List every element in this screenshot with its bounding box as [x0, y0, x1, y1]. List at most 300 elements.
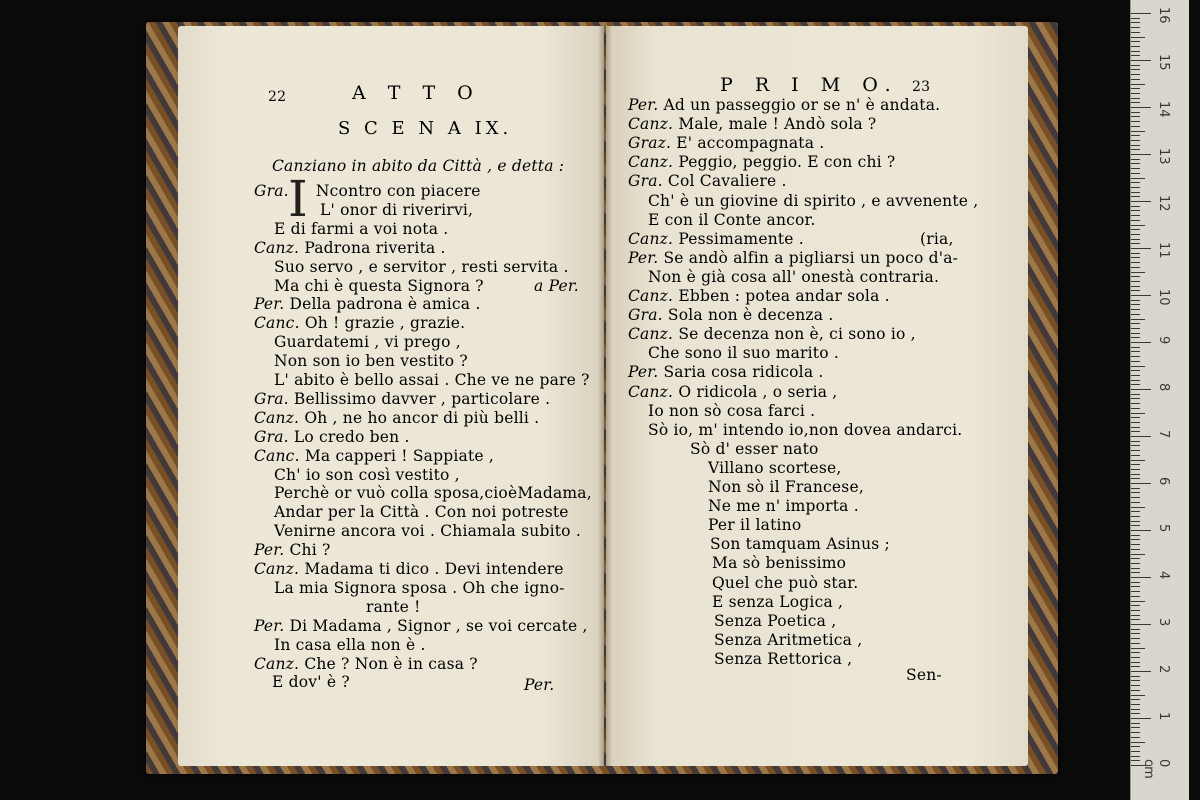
text-line: [628, 172, 787, 190]
ruler-tick: [1131, 201, 1151, 202]
text-line: [274, 258, 569, 276]
ruler-minor-tick: [1131, 351, 1140, 352]
text-line: [274, 522, 581, 540]
ruler-minor-tick: [1131, 41, 1140, 42]
ruler-minor-tick: [1131, 676, 1140, 677]
text-line: [628, 325, 916, 343]
ruler-minor-tick: [1131, 314, 1140, 315]
ruler-minor-tick: [1131, 704, 1140, 705]
text-line: [274, 579, 565, 597]
verse-text: Quel che può star.: [712, 573, 859, 592]
ruler-minor-tick: [1131, 431, 1140, 432]
ruler-minor-tick: [1131, 370, 1140, 371]
verse-text: Villano scortese,: [708, 458, 842, 477]
ruler-minor-tick: [1131, 474, 1140, 475]
ruler-minor-tick: [1131, 615, 1140, 616]
ruler-label: 2: [1156, 665, 1171, 674]
text-line: [254, 409, 539, 427]
left-running-head: A T T O: [352, 82, 481, 104]
scene-title: S C E N A IX.: [338, 118, 513, 139]
verse-text: Venirne ancora voi . Chiamala subito .: [274, 522, 581, 541]
text-line: [254, 447, 494, 465]
verse-text: Senza Rettorica ,: [714, 649, 853, 668]
ruler-minor-tick: [1131, 441, 1140, 442]
ruler-minor-tick: [1131, 699, 1140, 700]
ruler-minor-tick: [1131, 168, 1140, 169]
ruler-minor-tick: [1131, 257, 1140, 258]
text-line: [254, 182, 481, 200]
ruler-minor-tick: [1131, 55, 1140, 56]
ruler-minor-tick: [1131, 507, 1145, 508]
ruler-minor-tick: [1131, 709, 1140, 710]
speaker-label: Gra.: [254, 182, 294, 200]
verse-text: Perchè or vuò colla sposa,cioèMadama,: [274, 484, 592, 503]
ruler-minor-tick: [1131, 478, 1140, 479]
ruler-minor-tick: [1131, 309, 1140, 310]
ruler-tick: [1131, 154, 1151, 155]
ruler-minor-tick: [1131, 84, 1145, 85]
ruler-minor-tick: [1131, 690, 1140, 691]
ruler-minor-tick: [1131, 149, 1140, 150]
ruler-minor-tick: [1131, 492, 1140, 493]
verse-text: Ncontro con piacere: [315, 182, 481, 200]
verse-text: Padrona riverita .: [304, 238, 446, 257]
verse-text: Sò d' esser nato: [690, 439, 819, 458]
speaker-label: Canz.: [628, 115, 679, 134]
ruler-minor-tick: [1131, 445, 1140, 446]
ruler-label: 0 cm: [1141, 759, 1171, 779]
text-line: [254, 239, 446, 257]
ruler-minor-tick: [1131, 727, 1140, 728]
text-line: [648, 211, 816, 229]
speaker-label: Canc.: [254, 314, 305, 333]
ruler-tick: [1131, 342, 1151, 343]
ruler-minor-tick: [1131, 742, 1145, 743]
text-line: [708, 478, 864, 496]
verse-text: Lo credo ben .: [293, 427, 410, 446]
ruler-label: 11: [1156, 242, 1171, 259]
ruler-minor-tick: [1131, 586, 1140, 587]
text-line: [254, 295, 481, 313]
speaker-label: Graz.: [628, 134, 677, 153]
ruler-minor-tick: [1131, 572, 1140, 573]
verse-text: Ma capperi ! Sappiate ,: [304, 446, 495, 465]
stage-direction: Canziano in abito da Città , e detta :: [272, 157, 565, 175]
ruler-minor-tick: [1131, 178, 1145, 179]
ruler-minor-tick: [1131, 375, 1140, 376]
ruler-minor-tick: [1131, 549, 1140, 550]
text-line: [714, 631, 862, 649]
ruler-minor-tick: [1131, 422, 1140, 423]
speaker-label: Canz.: [628, 229, 679, 248]
verse-text: Oh , ne ho ancor di più belli .: [304, 408, 540, 427]
ruler-minor-tick: [1131, 695, 1145, 696]
ruler-minor-tick: [1131, 225, 1145, 226]
ruler-minor-tick: [1131, 657, 1140, 658]
ruler-minor-tick: [1131, 413, 1145, 414]
text-line: [710, 535, 890, 553]
verse-text: Ma chi è questa Signora ?: [274, 276, 484, 295]
ruler-tick: [1131, 671, 1151, 672]
ruler-label: 7: [1156, 430, 1171, 439]
text-line: [628, 115, 876, 133]
verse-text: Sola non è decenza .: [667, 306, 834, 325]
text-line: [690, 440, 819, 458]
ruler-minor-tick: [1131, 192, 1140, 193]
ruler-minor-tick: [1131, 116, 1140, 117]
ruler-tick: [1131, 718, 1151, 719]
ruler-minor-tick: [1131, 126, 1140, 127]
verse-text: Senza Aritmetica ,: [714, 630, 863, 649]
text-line: [628, 153, 895, 171]
speaker-label: Canz.: [254, 238, 305, 257]
ruler-minor-tick: [1131, 22, 1140, 23]
ruler-minor-tick: [1131, 746, 1140, 747]
ruler-minor-tick: [1131, 243, 1140, 244]
ruler-minor-tick: [1131, 488, 1140, 489]
verse-text: Male, male ! Andò sola ?: [678, 115, 877, 134]
speaker-label: Canz.: [254, 408, 305, 427]
ruler-minor-tick: [1131, 37, 1145, 38]
text-line: [274, 636, 426, 654]
ruler-minor-tick: [1131, 196, 1140, 197]
verse-text: Oh ! grazie , grazie.: [304, 314, 466, 333]
ruler-minor-tick: [1131, 366, 1145, 367]
ruler-minor-tick: [1131, 323, 1140, 324]
ruler-minor-tick: [1131, 140, 1140, 141]
ruler-minor-tick: [1131, 455, 1140, 456]
text-line: [714, 612, 836, 630]
verse-text: Guardatemi , vi prego ,: [274, 333, 461, 352]
ruler-minor-tick: [1131, 633, 1140, 634]
ruler-minor-tick: [1131, 497, 1140, 498]
ruler-minor-tick: [1131, 69, 1140, 70]
ruler-minor-tick: [1131, 102, 1140, 103]
text-line: [628, 134, 824, 152]
ruler-minor-tick: [1131, 464, 1140, 465]
text-line: [628, 230, 804, 248]
verse-text: La mia Signora sposa . Oh che igno-: [274, 578, 565, 597]
speaker-label: Per.: [628, 96, 664, 114]
verse-text: Ebben : potea andar sola .: [678, 287, 890, 305]
verse-text: Se decenza non è, ci sono io ,: [678, 325, 916, 344]
ruler-tick: [1131, 436, 1151, 437]
ruler-minor-tick: [1131, 535, 1140, 536]
verse-text: Chi ?: [289, 541, 331, 560]
text-line: [274, 352, 468, 370]
ruler-minor-tick: [1131, 229, 1140, 230]
verse-text: Della padrona è amica .: [289, 295, 481, 314]
ruler-minor-tick: [1131, 121, 1140, 122]
text-line: [366, 598, 421, 616]
ruler-minor-tick: [1131, 319, 1145, 320]
ruler-minor-tick: [1131, 516, 1140, 517]
verse-text: Non è già cosa all' onestà contraria.: [648, 267, 940, 286]
ruler-minor-tick: [1131, 272, 1145, 273]
verse-text: Suo servo , e servitor , resti servita .: [274, 257, 569, 276]
ruler-minor-tick: [1131, 394, 1140, 395]
text-line: [254, 390, 550, 408]
ruler-minor-tick: [1131, 469, 1140, 470]
ruler-tick: [1131, 60, 1151, 61]
ruler-minor-tick: [1131, 685, 1140, 686]
speaker-label: Per.: [628, 248, 664, 267]
text-line: [648, 192, 978, 210]
ruler-minor-tick: [1131, 215, 1140, 216]
ruler-label: 10: [1156, 289, 1171, 306]
verse-text: Saria cosa ridicola .: [663, 363, 824, 382]
verse-text: Peggio, peggio. E con chi ?: [678, 153, 896, 172]
ruler-minor-tick: [1131, 643, 1140, 644]
verse-text: Son tamquam Asinus ;: [710, 535, 890, 554]
text-line: [254, 617, 588, 635]
ruler-minor-tick: [1131, 262, 1140, 263]
verse-text: Ma sò benissimo: [712, 554, 847, 573]
text-line: [708, 497, 859, 515]
ruler-minor-tick: [1131, 112, 1140, 113]
text-line: [274, 333, 461, 351]
ruler-minor-tick: [1131, 267, 1140, 268]
verse-text: In casa ella non è .: [274, 635, 426, 654]
speaker-label: Canz.: [628, 382, 679, 401]
text-line: [274, 503, 569, 521]
ruler-minor-tick: [1131, 713, 1140, 714]
verse-text: Col Cavaliere .: [667, 172, 787, 191]
ruler-minor-tick: [1131, 239, 1140, 240]
ruler-minor-tick: [1131, 347, 1140, 348]
text-line: [708, 459, 842, 477]
ruler-minor-tick: [1131, 680, 1140, 681]
ruler-minor-tick: [1131, 79, 1140, 80]
ruler-tick: [1131, 295, 1151, 296]
ruler-minor-tick: [1131, 558, 1140, 559]
ruler-tick: [1131, 624, 1151, 625]
ruler-minor-tick: [1131, 563, 1140, 564]
ruler-tick: [1131, 389, 1151, 390]
ruler-minor-tick: [1131, 427, 1140, 428]
text-line: [628, 287, 890, 305]
text-line: [320, 201, 473, 219]
speaker-label: Canc.: [254, 446, 305, 465]
right-running-head: P R I M O.: [720, 74, 899, 96]
ruler-minor-tick: [1131, 666, 1140, 667]
ruler-minor-tick: [1131, 234, 1140, 235]
verse-text: Bellissimo davver , particolare .: [293, 389, 551, 408]
ruler-minor-tick: [1131, 544, 1140, 545]
ruler-label: 1: [1156, 712, 1171, 721]
right-catchword: Sen-: [906, 666, 942, 684]
ruler-minor-tick: [1131, 300, 1140, 301]
verse-text: Senza Poetica ,: [714, 611, 837, 630]
speaker-label: Canz.: [628, 153, 679, 172]
ruler-label: 8: [1156, 383, 1171, 392]
ruler-label: 16: [1156, 7, 1171, 24]
text-line: [712, 593, 843, 611]
verse-text: Ad un passeggio or se n' è andata.: [663, 96, 941, 114]
verse-text: Sò io, m' intendo io,non dovea andarci.: [648, 420, 963, 439]
ruler-minor-tick: [1131, 281, 1140, 282]
ruler-minor-tick: [1131, 539, 1140, 540]
ruler-minor-tick: [1131, 328, 1140, 329]
speaker-label: Canz.: [254, 560, 305, 578]
ruler-label: 9: [1156, 336, 1171, 345]
ruler-minor-tick: [1131, 610, 1140, 611]
ruler-minor-tick: [1131, 652, 1140, 653]
ruler-minor-tick: [1131, 276, 1140, 277]
text-line: [712, 554, 846, 572]
text-line: [254, 428, 410, 446]
speaker-label: Gra.: [254, 427, 294, 446]
ruler-tick: [1131, 530, 1151, 531]
speaker-label: Per.: [254, 295, 290, 314]
ruler-minor-tick: [1131, 648, 1145, 649]
verse-text: Per il latino: [708, 516, 802, 535]
speaker-label: Per.: [254, 541, 290, 560]
ruler-minor-tick: [1131, 756, 1140, 757]
verse-text: E' accompagnata .: [676, 134, 825, 153]
ruler-minor-tick: [1131, 145, 1140, 146]
speaker-label: Canz.: [628, 325, 679, 344]
text-line: [628, 249, 958, 267]
ruler-minor-tick: [1131, 502, 1140, 503]
ruler-minor-tick: [1131, 286, 1140, 287]
ruler-tick: [1131, 13, 1151, 14]
speaker-label: Per.: [254, 616, 290, 635]
ruler-minor-tick: [1131, 27, 1140, 28]
verse-text: Ch' io son così vestito ,: [274, 465, 460, 484]
ruler-minor-tick: [1131, 337, 1140, 338]
text-line: [648, 268, 939, 286]
ruler-tick: [1131, 577, 1151, 578]
text-line: [254, 655, 478, 673]
ruler-minor-tick: [1131, 751, 1140, 752]
ruler-minor-tick: [1131, 384, 1140, 385]
left-aside: a Per.: [534, 277, 579, 295]
ruler-minor-tick: [1131, 131, 1145, 132]
ruler-minor-tick: [1131, 408, 1140, 409]
speaker-label: Per.: [628, 363, 664, 382]
verse-text: Che ? Non è in casa ?: [304, 654, 478, 673]
text-line: [274, 220, 448, 238]
ruler-minor-tick: [1131, 554, 1145, 555]
ruler-tick: [1131, 483, 1151, 484]
text-line: [648, 344, 839, 362]
ruler-minor-tick: [1131, 65, 1140, 66]
ruler-minor-tick: [1131, 638, 1140, 639]
verse-text: Ch' è un giovine di spirito , e avvenente ,: [648, 191, 979, 210]
text-line: [254, 314, 465, 332]
text-line: [274, 484, 592, 502]
right-aside: (ria,: [920, 230, 954, 248]
ruler-label: 4: [1156, 571, 1171, 580]
ruler-label: 12: [1156, 195, 1171, 212]
left-catchword: Per.: [524, 676, 555, 694]
speaker-label: Gra.: [628, 172, 668, 191]
verse-text: Se andò alfin a pigliarsi un poco d'a-: [663, 248, 959, 267]
ruler-minor-tick: [1131, 619, 1140, 620]
verse-text: Di Madama , Signor , se voi cercate ,: [289, 616, 588, 635]
ruler-minor-tick: [1131, 398, 1140, 399]
verse-text: L' abito è bello assai . Che ve ne pare ?: [274, 371, 590, 389]
right-page-number: 23: [912, 79, 931, 95]
ruler-minor-tick: [1131, 356, 1140, 357]
ruler-tick: [1131, 248, 1151, 249]
verse-text: Io non sò cosa farci .: [648, 401, 816, 420]
verse-text: E senza Logica ,: [712, 592, 844, 611]
ruler-minor-tick: [1131, 93, 1140, 94]
ruler-minor-tick: [1131, 591, 1140, 592]
ruler-minor-tick: [1131, 521, 1140, 522]
verse-text: E di farmi a voi nota .: [274, 219, 449, 238]
ruler-minor-tick: [1131, 568, 1140, 569]
ruler-minor-tick: [1131, 253, 1140, 254]
ruler-minor-tick: [1131, 525, 1140, 526]
ruler-minor-tick: [1131, 417, 1140, 418]
book-gutter: [598, 26, 612, 766]
ruler-tick: [1131, 107, 1151, 108]
ruler-label: 3: [1156, 618, 1171, 627]
verse-text: Pessimamente .: [678, 229, 804, 248]
ruler-minor-tick: [1131, 629, 1140, 630]
measurement-ruler: [1130, 0, 1189, 800]
text-line: [628, 306, 833, 324]
ruler-minor-tick: [1131, 361, 1140, 362]
ruler-label: 15: [1156, 54, 1171, 71]
text-line: [648, 402, 815, 420]
speaker-label: Gra.: [254, 389, 294, 408]
drop-cap: I: [288, 170, 308, 228]
text-line: [272, 673, 350, 691]
ruler-minor-tick: [1131, 163, 1140, 164]
verse-text: Che sono il suo marito .: [648, 344, 840, 363]
ruler-minor-tick: [1131, 187, 1140, 188]
ruler-minor-tick: [1131, 333, 1140, 334]
text-line: [628, 363, 824, 381]
text-line: [274, 466, 460, 484]
ruler-minor-tick: [1131, 206, 1140, 207]
ruler-label: 14: [1156, 101, 1171, 118]
verse-text: Non son io ben vestito ?: [274, 352, 468, 371]
text-line: [628, 383, 837, 401]
left-page-number: 22: [268, 89, 287, 105]
ruler-minor-tick: [1131, 380, 1140, 381]
text-line: [648, 421, 962, 439]
ruler-minor-tick: [1131, 601, 1145, 602]
verse-text: E con il Conte ancor.: [648, 210, 816, 229]
ruler-minor-tick: [1131, 51, 1140, 52]
verse-text: Madama ti dico . Devi intendere: [304, 560, 564, 578]
verse-text: rante !: [366, 597, 421, 616]
speaker-label: Canz.: [254, 654, 305, 673]
ruler-minor-tick: [1131, 220, 1140, 221]
ruler-minor-tick: [1131, 173, 1140, 174]
text-line: [712, 574, 858, 592]
verse-text: Non sò il Francese,: [708, 478, 864, 496]
text-line: [274, 277, 484, 295]
ruler-minor-tick: [1131, 403, 1140, 404]
verse-text: O ridicola , o seria ,: [678, 382, 838, 401]
ruler-minor-tick: [1131, 511, 1140, 512]
ruler-minor-tick: [1131, 732, 1140, 733]
ruler-minor-tick: [1131, 304, 1140, 305]
ruler-minor-tick: [1131, 159, 1140, 160]
text-line: [274, 371, 590, 389]
ruler-minor-tick: [1131, 210, 1140, 211]
speaker-label: Canz.: [628, 287, 679, 305]
ruler-minor-tick: [1131, 74, 1140, 75]
ruler-minor-tick: [1131, 88, 1140, 89]
verse-text: E dov' è ?: [272, 673, 350, 692]
